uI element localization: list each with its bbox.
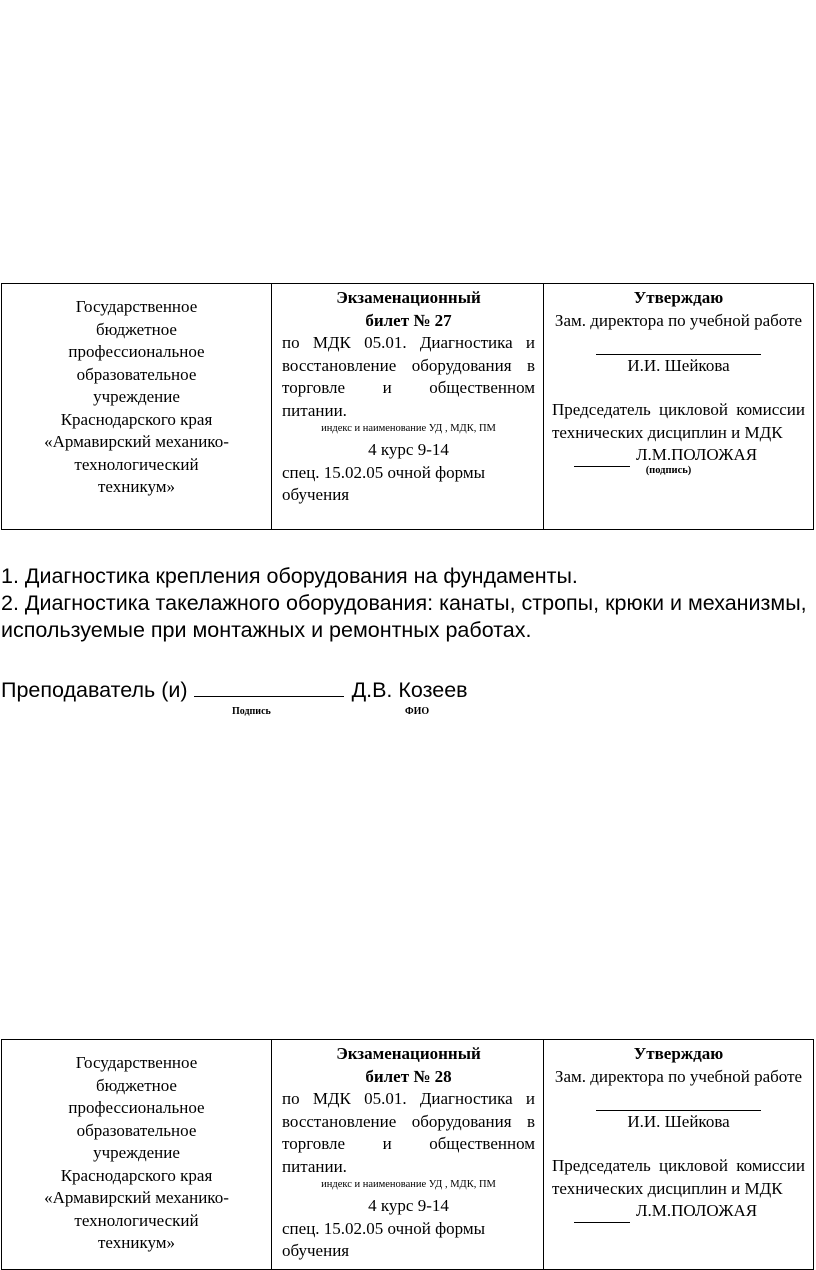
chair-name: Л.М.ПОЛОЖАЯ: [636, 1201, 758, 1220]
ticket-spec: спец. 15.02.05 очной формы обучения: [282, 462, 486, 504]
signature-line: [552, 1088, 805, 1111]
deputy-title: Зам. директора по учебной работе: [554, 310, 803, 330]
signature-line: [552, 332, 805, 355]
org-line: «Армавирский механико-: [44, 1188, 229, 1207]
teacher-sign-line: [194, 678, 344, 697]
teacher-name-caption: ФИО: [405, 706, 430, 717]
org-line: образовательное: [76, 1120, 197, 1140]
chair-signature: [552, 1200, 805, 1223]
org-line: технологический: [74, 1210, 199, 1230]
exam-ticket-27: [1, 283, 814, 530]
teacher-label: Преподаватель (и): [1, 678, 188, 702]
chair-title: Председатель цикловой комиссии технических дисциплин и МДК: [552, 1156, 805, 1198]
org-line: учреждение: [93, 1143, 180, 1162]
ticket-title: Экзаменационный: [336, 288, 481, 307]
org-line: техникум»: [98, 477, 175, 496]
deputy-name: И.И. Шейкова: [627, 1111, 730, 1131]
org-line: Краснодарского края: [60, 409, 213, 429]
index-caption: индекс и наименование УД , МДК, ПМ: [321, 1179, 496, 1190]
question-2: 2. Диагностика такелажного оборудования: канаты, стропы, крюки и механизмы, используемые при монтажных и ремонтных работах.: [1, 591, 807, 642]
index-caption: индекс и наименование УД , МДК, ПМ: [321, 423, 496, 434]
teacher-signature: [1, 677, 468, 704]
approval-cell: [544, 1040, 814, 1270]
teacher-sign-caption: Подпись: [232, 706, 271, 717]
org-line: «Армавирский механико-: [44, 432, 229, 451]
chair-name: Л.М.ПОЛОЖАЯ: [636, 445, 758, 464]
org-line: бюджетное: [96, 1075, 177, 1095]
ticket-info-cell: [272, 1040, 544, 1270]
exam-ticket-28: [1, 1039, 814, 1270]
ticket-subject: по МДК 05.01. Диагностика и восстановление оборудования в торговле и общественном питании.: [282, 1089, 535, 1176]
approval-cell: [544, 284, 814, 530]
org-line: образовательное: [76, 364, 197, 384]
chair-title: Председатель цикловой комиссии технических дисциплин и МДК: [552, 400, 805, 442]
org-line: Государственное: [75, 297, 198, 316]
org-line: учреждение: [93, 387, 180, 406]
org-line: техникум»: [98, 1233, 175, 1252]
ticket-spec: спец. 15.02.05 очной формы обучения: [282, 1218, 486, 1260]
sign-caption: (подпись): [645, 464, 692, 476]
question-1: 1. Диагностика крепления оборудования на фундаменты.: [1, 564, 578, 588]
ticket-subject: по МДК 05.01. Диагностика и восстановление оборудования в торговле и общественном питании.: [282, 333, 535, 420]
org-line: бюджетное: [96, 319, 177, 339]
deputy-title: Зам. директора по учебной работе: [554, 1066, 803, 1086]
ticket-course: 4 курс 9-14: [368, 440, 449, 459]
ticket-info-cell: [272, 284, 544, 530]
org-line: профессиональное: [68, 1098, 205, 1117]
ticket-course: 4 курс 9-14: [368, 1196, 449, 1215]
teacher-name: Д.В. Козеев: [351, 678, 468, 702]
deputy-name: И.И. Шейкова: [627, 355, 730, 375]
ticket-number: билет № 27: [365, 310, 452, 330]
approve-heading: Утверждаю: [633, 1044, 724, 1063]
org-line: Государственное: [75, 1053, 198, 1072]
org-line: Краснодарского края: [60, 1165, 213, 1185]
institution-cell: [2, 1040, 272, 1270]
exam-questions: [1, 563, 813, 644]
ticket-number: билет № 28: [365, 1066, 452, 1086]
ticket-title: Экзаменационный: [336, 1044, 481, 1063]
institution-cell: [2, 284, 272, 530]
approve-heading: Утверждаю: [633, 288, 724, 307]
org-line: профессиональное: [68, 342, 205, 361]
org-line: технологический: [74, 454, 199, 474]
